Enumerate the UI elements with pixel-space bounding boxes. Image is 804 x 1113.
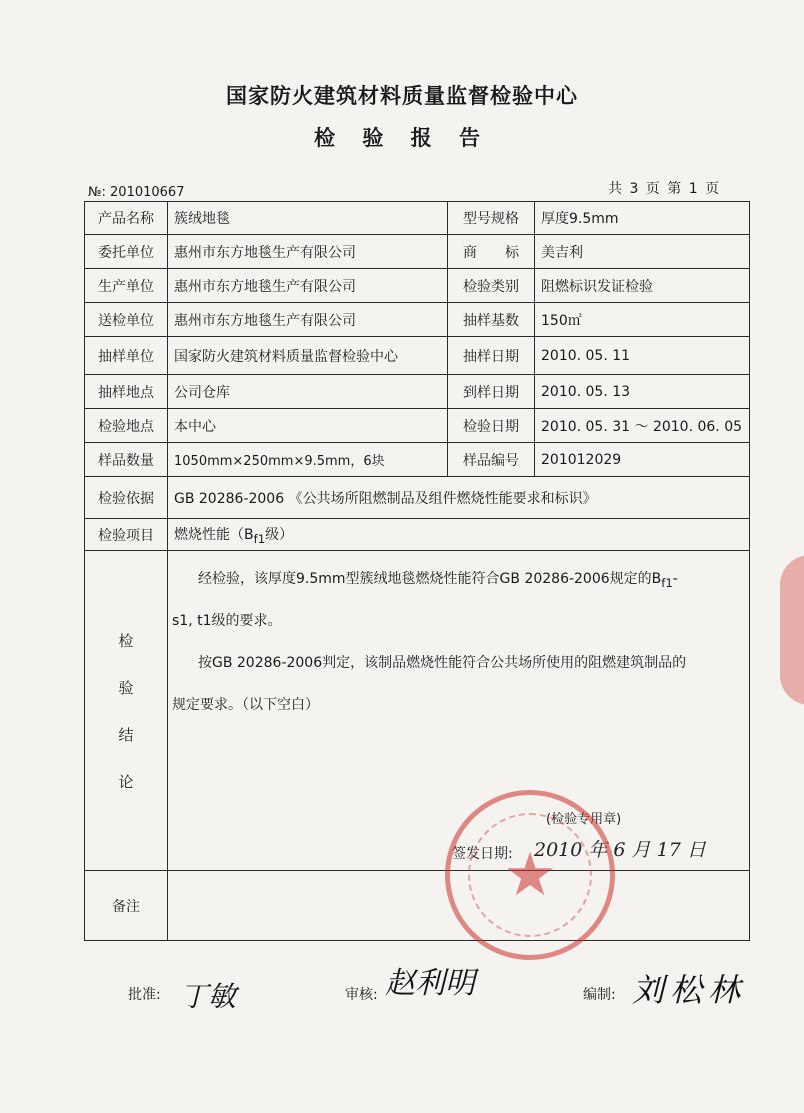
conclusion-paragraph-2: 按GB 20286-2006判定，该制品燃烧性能符合公共场所使用的阻燃建筑制品的 xyxy=(198,655,687,671)
arrival-date-label: 到样日期 xyxy=(448,375,535,409)
page-subtitle: 检 验 报 告 xyxy=(314,126,490,150)
compile-signature: 刘松林 xyxy=(632,971,747,1009)
compile-label: 编制: xyxy=(583,987,616,1003)
review-label: 审核: xyxy=(345,987,378,1003)
item-value xyxy=(168,519,750,551)
sampler-label: 抽样单位 xyxy=(85,337,168,375)
sampling-place-value: 公司仓库 xyxy=(168,375,448,409)
side-seal xyxy=(780,555,804,705)
table-row xyxy=(85,202,750,235)
producer-value: 惠州市东方地毯生产有限公司 xyxy=(168,269,448,303)
basis-value: GB 20286-2006 《公共场所阻燃制品及组件燃烧性能要求和标识》 xyxy=(168,477,750,519)
page-title: 国家防火建筑材料质量监督检验中心 xyxy=(226,84,578,108)
sampling-place-label: 抽样地点 xyxy=(85,375,168,409)
approve-label: 批准: xyxy=(128,987,161,1003)
sampling-date-value: 2010. 05. 11 xyxy=(535,337,750,375)
basis-label: 检验依据 xyxy=(85,477,168,519)
conclusion-paragraph-1-cont: s1, t1级的要求。 xyxy=(172,613,282,629)
table-row xyxy=(85,303,750,337)
review-signature: 赵利明 xyxy=(385,966,475,1001)
sampling-base-value: 150㎡ xyxy=(535,303,750,337)
trademark-value: 美吉利 xyxy=(535,235,750,269)
issue-date-value: 2010 年 6 月 17 日 xyxy=(534,839,706,861)
seal-caption: (检验专用章) xyxy=(546,812,622,827)
table-row xyxy=(85,519,750,551)
conclusion-paragraph-2-cont: 规定要求。（以下空白） xyxy=(172,697,319,713)
item-text: 燃烧性能（B xyxy=(174,526,254,543)
client-value: 惠州市东方地毯生产有限公司 xyxy=(168,235,448,269)
conclusion-label-char: 验 xyxy=(118,678,134,697)
remarks-label: 备注 xyxy=(85,871,168,941)
table-row xyxy=(85,551,750,871)
conclusion-p1-text: 经检验，该厚度9.5mm型簇绒地毯燃烧性能符合GB 20286-2006规定的B xyxy=(198,571,662,587)
table-row xyxy=(85,443,750,477)
product-name-label: 产品名称 xyxy=(85,202,168,235)
conclusion-p1-subscript: f1 xyxy=(661,575,673,590)
item-subscript: f1 xyxy=(253,531,266,546)
test-date-label: 检验日期 xyxy=(448,409,535,443)
table-row xyxy=(85,235,750,269)
arrival-date-value: 2010. 05. 13 xyxy=(535,375,750,409)
inspection-type-value: 阻燃标识发证检验 xyxy=(535,269,750,303)
conclusion-body xyxy=(168,551,750,871)
sampling-base-label: 抽样基数 xyxy=(448,303,535,337)
conclusion-label-char: 结 xyxy=(118,725,134,744)
model-label: 型号规格 xyxy=(448,202,535,235)
producer-label: 生产单位 xyxy=(85,269,168,303)
sender-label: 送检单位 xyxy=(85,303,168,337)
test-date-value: 2010. 05. 31 ～ 2010. 06. 05 xyxy=(535,409,750,443)
sampling-date-label: 抽样日期 xyxy=(448,337,535,375)
inspection-type-label: 检验类别 xyxy=(448,269,535,303)
table-row xyxy=(85,477,750,519)
conclusion-label-char: 论 xyxy=(118,772,134,791)
sample-no-label: 样品编号 xyxy=(448,443,535,477)
report-number: №: 201010667 xyxy=(88,185,185,200)
table-row xyxy=(85,409,750,443)
conclusion-label xyxy=(85,551,168,871)
client-label: 委托单位 xyxy=(85,235,168,269)
quantity-label: 样品数量 xyxy=(85,443,168,477)
test-place-value: 本中心 xyxy=(168,409,448,443)
trademark-label: 商 标 xyxy=(448,235,535,269)
test-place-label: 检验地点 xyxy=(85,409,168,443)
quantity-value: 1050mm×250mm×9.5mm，6块 xyxy=(168,443,448,477)
page-count: 共 3 页 第 1 页 xyxy=(608,181,720,197)
table-row xyxy=(85,337,750,375)
model-value: 厚度9.5mm xyxy=(535,202,750,235)
report-table xyxy=(84,201,750,941)
seal-star-icon: ★ xyxy=(503,840,557,910)
sampler-value: 国家防火建筑材料质量监督检验中心 xyxy=(168,337,448,375)
remarks-value xyxy=(168,871,750,941)
table-row xyxy=(85,375,750,409)
product-name-value: 簇绒地毯 xyxy=(168,202,448,235)
conclusion-p1-end: - xyxy=(672,571,678,587)
table-row xyxy=(85,269,750,303)
sender-value: 惠州市东方地毯生产有限公司 xyxy=(168,303,448,337)
conclusion-paragraph-1 xyxy=(198,571,678,590)
issue-date-label: 签发日期: xyxy=(452,846,513,862)
item-suffix: 级） xyxy=(265,526,294,543)
item-label: 检验项目 xyxy=(85,519,168,551)
conclusion-label-char: 检 xyxy=(118,631,134,650)
sample-no-value: 201012029 xyxy=(535,443,750,477)
table-row xyxy=(85,871,750,941)
approve-signature: 丁敏 xyxy=(180,980,237,1013)
